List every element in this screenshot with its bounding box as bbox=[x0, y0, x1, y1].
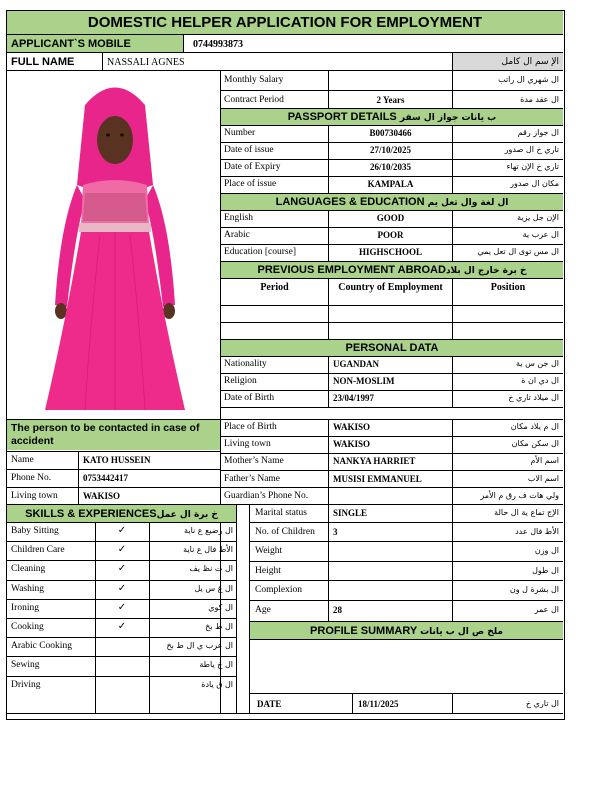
contact-header: The person to be contacted in case of accident bbox=[11, 422, 200, 447]
children-label: No. of Children bbox=[255, 527, 315, 537]
skill-ar: ال كوي bbox=[208, 602, 233, 612]
complexion-ar: ال بشرة ل ون bbox=[509, 585, 559, 594]
passport-expiry-ar: تاري خ الإن تهاء bbox=[506, 162, 559, 171]
skill-check-icon: ✓ bbox=[117, 582, 127, 594]
passport-expiry-value: 26/10/2035 bbox=[369, 162, 411, 172]
languages-header: LANGUAGES & EDUCATION ال لغة وال تعل يم bbox=[275, 196, 509, 208]
contact-phone-label: Phone No. bbox=[11, 473, 52, 483]
skill-label: Sewing bbox=[11, 660, 40, 671]
passport-place-value: KAMPALA bbox=[367, 179, 414, 189]
skill-check-icon: ✓ bbox=[117, 621, 127, 632]
profile-summary-body bbox=[250, 640, 563, 692]
passport-issue-label: Date of issue bbox=[224, 145, 274, 155]
contract-period-label: Contract Period bbox=[224, 95, 284, 105]
applicant-photo bbox=[15, 75, 215, 420]
passport-place-label: Place of issue bbox=[224, 179, 277, 189]
skill-ar: الأط فال ع ناية bbox=[183, 545, 233, 555]
marital-status-ar: الإج تماع ية ال حالة bbox=[494, 508, 559, 517]
contact-phone-value: 0753442417 bbox=[83, 473, 128, 483]
monthly-salary-ar: ال شهري ال راتب bbox=[498, 75, 559, 84]
contract-period-value: 2 Years bbox=[376, 95, 405, 105]
form-title: DOMESTIC HELPER APPLICATION FOR EMPLOYMENT bbox=[87, 14, 483, 31]
skill-ar: ال عرب ي ال ط بخ bbox=[166, 641, 233, 651]
height-label: Height bbox=[255, 566, 281, 576]
contact-living-value: WAKISO bbox=[83, 491, 121, 501]
children-ar: الأط فال عدد bbox=[515, 527, 559, 536]
age-ar: ال عمر bbox=[534, 605, 559, 614]
education-ar: ال مس توى ال تعل يمي bbox=[477, 247, 559, 256]
dob-label: Date of Birth bbox=[224, 393, 275, 403]
arabic-ar: ال عرب ية bbox=[522, 230, 559, 239]
religion-label: Religion bbox=[224, 376, 257, 386]
full-name-label: FULL NAME bbox=[11, 56, 75, 68]
place-of-birth-value: WAKISO bbox=[333, 422, 371, 432]
passport-number-value: B00730466 bbox=[369, 128, 412, 138]
skill-label: Cooking bbox=[11, 622, 44, 632]
religion-ar: ال دي ان ة bbox=[521, 376, 559, 385]
living-town-ar: ال سكن مكان bbox=[511, 439, 559, 448]
father-name-ar: اسم الاب bbox=[527, 474, 559, 483]
mother-name-value: NANKYA HARRIET bbox=[333, 456, 416, 466]
marital-status-value: SINGLE bbox=[333, 508, 368, 518]
place-of-birth-label: Place of Birth bbox=[224, 422, 277, 432]
skill-ar: ال خ ياطة bbox=[199, 660, 233, 670]
date-ar: ال تاري خ bbox=[525, 699, 559, 708]
prev-col-period: Period bbox=[260, 282, 289, 293]
age-label: Age bbox=[255, 605, 271, 615]
skills-header: SKILLS & EXPERIENCESخ برة ال عمل bbox=[25, 508, 218, 520]
application-form bbox=[6, 10, 565, 720]
place-of-birth-ar: ال م يلاد مكان bbox=[510, 422, 559, 431]
skill-ar: ال ط بخ bbox=[205, 622, 233, 631]
religion-value: NON-MOSLIM bbox=[333, 376, 395, 386]
mobile-value: 0744993873 bbox=[193, 39, 243, 50]
dob-ar: ال ميلاد تاري خ bbox=[508, 393, 559, 402]
passport-header: PASSPORT DETAILS ب يانات جواز ال سفر bbox=[287, 111, 497, 123]
skill-check-icon: ✓ bbox=[117, 563, 127, 575]
arabic-value: POOR bbox=[377, 230, 404, 240]
prev-employment-header: PREVIOUS EMPLOYMENT ABROADخ برة خارج ال بلاد bbox=[257, 264, 527, 276]
skill-label: Washing bbox=[11, 583, 45, 594]
skill-label: Cleaning bbox=[11, 564, 46, 575]
skill-label: Ironing bbox=[11, 602, 39, 613]
guardian-phone-label: Guardian’s Phone No. bbox=[224, 491, 309, 501]
profile-summary-header: PROFILE SUMMARY ملخ ص ال ب يانات bbox=[310, 625, 503, 637]
full-name-value: NASSALI AGNES bbox=[107, 57, 185, 68]
skill-ar: ال غ س يل bbox=[194, 583, 233, 593]
skill-check-icon: ✓ bbox=[117, 525, 127, 536]
date-label: DATE bbox=[257, 699, 282, 709]
age-value: 28 bbox=[333, 605, 342, 615]
english-ar: الإن جل يزية bbox=[517, 213, 559, 222]
skill-check-icon: ✓ bbox=[117, 601, 127, 613]
nationality-value: UGANDAN bbox=[333, 359, 379, 369]
personal-header: PERSONAL DATA bbox=[345, 342, 439, 354]
dob-value: 23/04/1997 bbox=[333, 393, 375, 403]
mother-name-ar: اسم الأم bbox=[530, 456, 559, 465]
guardian-phone-ar: ولي هات ف رق م الأمر bbox=[480, 491, 559, 500]
arabic-label: Arabic bbox=[224, 230, 250, 240]
prev-col-country: Country of Employment bbox=[338, 282, 443, 293]
father-name-label: Father’s Name bbox=[224, 474, 281, 484]
english-label: English bbox=[224, 213, 254, 223]
passport-issue-ar: تاري خ ال صدور bbox=[504, 145, 559, 154]
skill-label: Arabic Cooking bbox=[11, 641, 72, 652]
contact-name-value: KATO HUSSEIN bbox=[83, 455, 151, 465]
skill-ar: ال ت نظ يف bbox=[189, 564, 233, 574]
living-town-label: Living town bbox=[224, 439, 271, 449]
nationality-ar: ال جن س ية bbox=[516, 359, 559, 368]
height-ar: ال طول bbox=[532, 566, 559, 575]
father-name-value: MUSISI EMMANUEL bbox=[333, 474, 422, 484]
skill-label: Driving bbox=[11, 679, 41, 690]
nationality-label: Nationality bbox=[224, 359, 267, 369]
skill-label: Children Care bbox=[11, 545, 65, 556]
date-value: 18/11/2025 bbox=[358, 699, 399, 709]
contact-name-label: Name bbox=[11, 455, 34, 465]
passport-issue-value: 27/10/2025 bbox=[369, 145, 411, 155]
skill-ar: ال رضيع ع ناية bbox=[184, 526, 233, 535]
contract-period-ar: ال عقد مدة bbox=[520, 95, 559, 104]
children-value: 3 bbox=[333, 527, 338, 537]
english-value: GOOD bbox=[376, 213, 405, 223]
skill-ar: ال ق يادة bbox=[201, 679, 233, 689]
passport-place-ar: مكان ال صدور bbox=[510, 179, 559, 188]
passport-expiry-label: Date of Expiry bbox=[224, 162, 281, 172]
prev-col-position: Position bbox=[490, 282, 526, 293]
full-name-ar: الإ سم ال كامل bbox=[501, 57, 559, 67]
living-town-value: WAKISO bbox=[333, 439, 371, 449]
weight-ar: ال وزن bbox=[534, 546, 559, 555]
complexion-label: Complexion bbox=[255, 585, 302, 595]
passport-number-label: Number bbox=[224, 128, 256, 138]
skill-check-icon: ✓ bbox=[117, 544, 127, 556]
mobile-label: APPLICANT`S MOBILE bbox=[11, 38, 131, 50]
education-label: Education [course] bbox=[224, 247, 297, 257]
skill-label: Baby Sitting bbox=[11, 526, 59, 536]
mother-name-label: Mother’s Name bbox=[224, 456, 284, 466]
monthly-salary-label: Monthly Salary bbox=[224, 75, 284, 85]
contact-living-label: Living town bbox=[11, 491, 58, 501]
marital-status-label: Marital status bbox=[255, 508, 307, 518]
weight-label: Weight bbox=[255, 546, 283, 556]
education-value: HIGHSCHOOL bbox=[358, 247, 422, 257]
passport-number-ar: ال جواز رقم bbox=[517, 128, 559, 137]
